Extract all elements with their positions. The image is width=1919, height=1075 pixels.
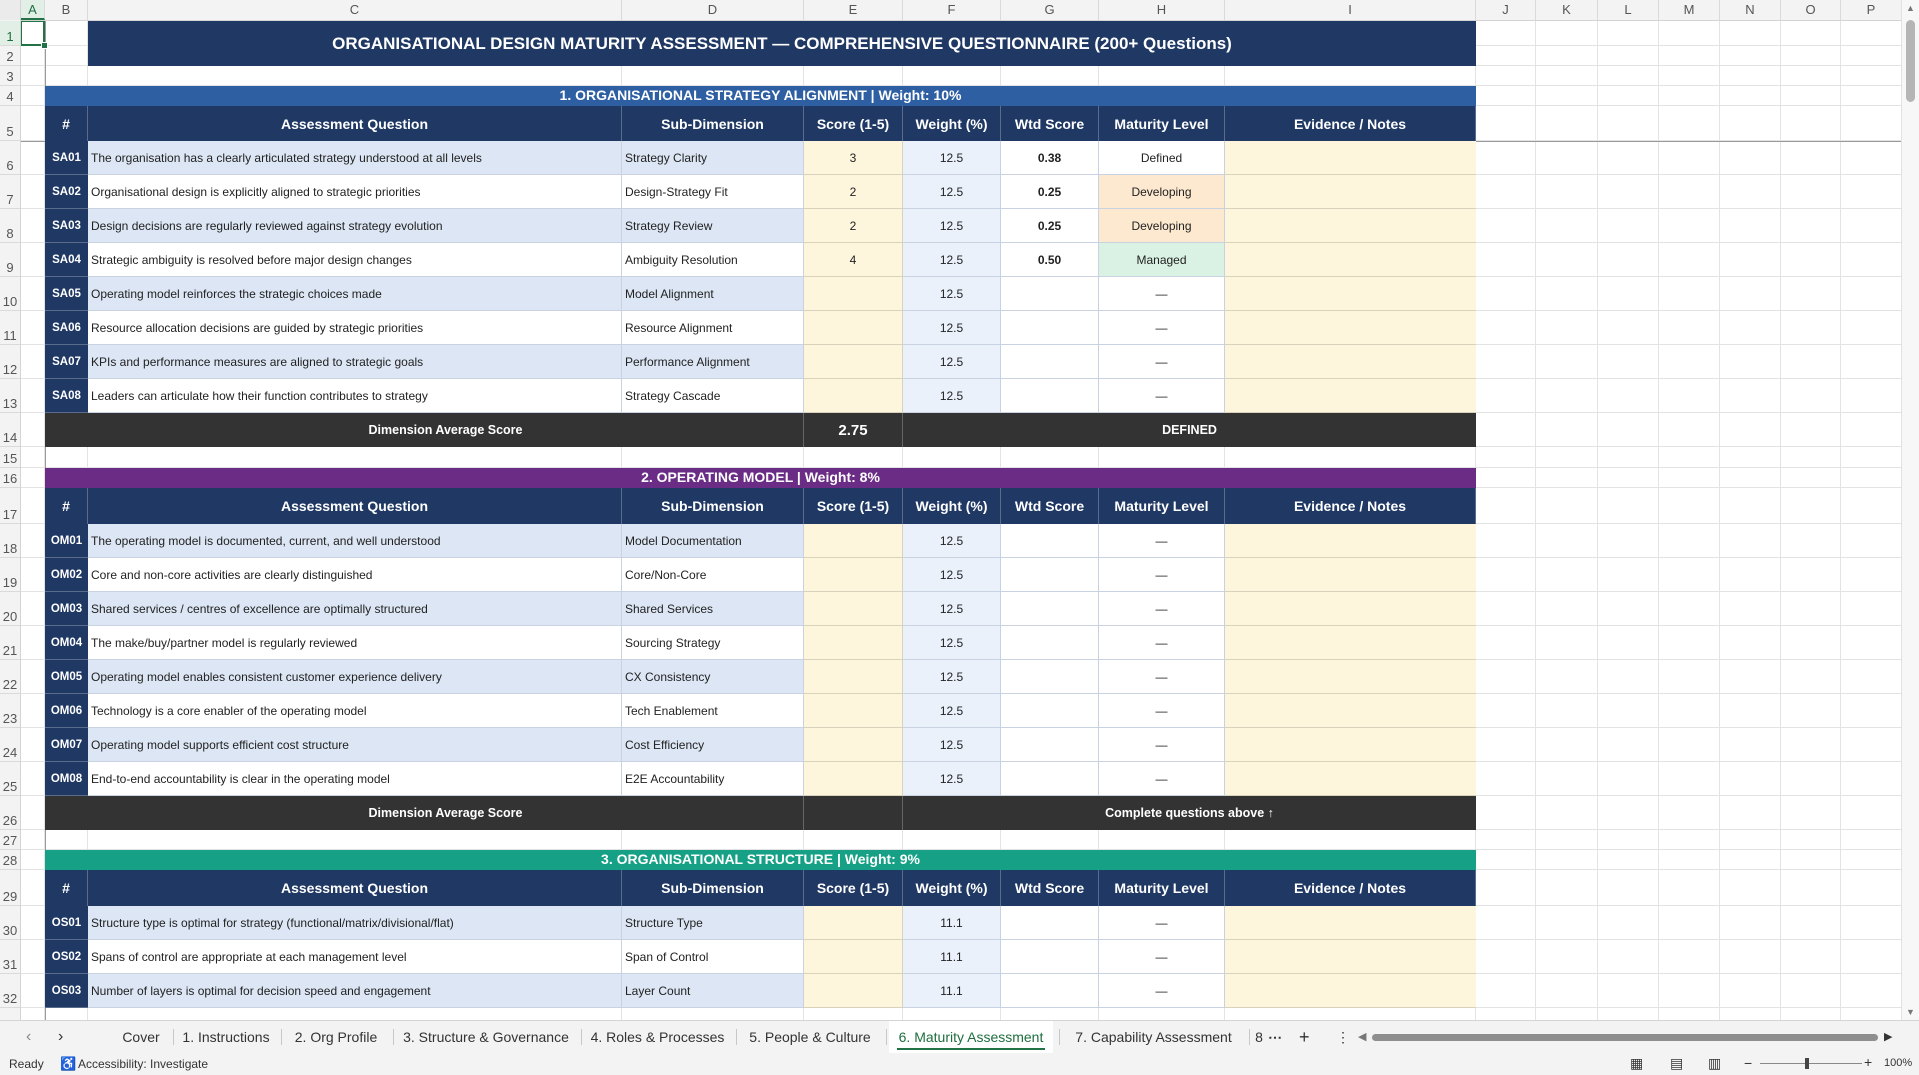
weight-value: 12.5 — [903, 728, 1001, 762]
column-header-a[interactable]: A — [21, 0, 45, 20]
fill-handle[interactable] — [41, 42, 48, 49]
question-text: Structure type is optimal for strategy (functional/matrix/divisional/flat) — [88, 906, 622, 940]
score-input[interactable]: 2 — [804, 175, 903, 209]
subdimension: CX Consistency — [622, 660, 804, 694]
vertical-scrollbar[interactable] — [1901, 0, 1919, 1020]
score-input[interactable]: 2 — [804, 209, 903, 243]
gridline — [1840, 21, 1841, 1020]
subdimension: Tech Enablement — [622, 694, 804, 728]
column-header-n[interactable]: N — [1720, 0, 1781, 20]
tab-1-instructions[interactable] — [176, 1021, 276, 1053]
scroll-down-icon[interactable]: ▼ — [1906, 1007, 1915, 1017]
weighted-score — [1001, 592, 1099, 626]
zoom-in-icon[interactable]: + — [1864, 1054, 1873, 1070]
evidence-notes-input[interactable] — [1225, 243, 1476, 277]
gridline — [1535, 21, 1536, 1020]
row-header-22[interactable]: 22 — [0, 660, 20, 694]
maturity-level: — — [1099, 906, 1225, 940]
column-label-maturity: Maturity Level — [1099, 870, 1225, 906]
column-label-evidence: Evidence / Notes — [1225, 106, 1476, 141]
row-headers — [0, 20, 21, 1020]
zoom-slider[interactable] — [1760, 1063, 1862, 1064]
column-header-k[interactable]: K — [1536, 0, 1598, 20]
column-header-b[interactable]: B — [45, 0, 88, 20]
weight-value: 12.5 — [903, 762, 1001, 796]
tab-label: 3. Structure & Governance — [403, 1029, 569, 1045]
question-id: SA01 — [45, 141, 88, 175]
question-text: Resource allocation decisions are guided by strategic priorities — [88, 311, 622, 345]
weight-value: 12.5 — [903, 345, 1001, 379]
row-header-7[interactable]: 7 — [0, 175, 20, 209]
active-tab-underline — [897, 1048, 1045, 1050]
column-label-maturity: Maturity Level — [1099, 488, 1225, 524]
row-header-11[interactable]: 11 — [0, 311, 20, 345]
row-header-6[interactable]: 6 — [0, 141, 20, 175]
weight-value: 12.5 — [903, 243, 1001, 277]
column-label-maturity: Maturity Level — [1099, 106, 1225, 141]
score-input[interactable] — [804, 694, 903, 728]
weighted-score — [1001, 345, 1099, 379]
subdimension: E2E Accountability — [622, 762, 804, 796]
row-header-24[interactable]: 24 — [0, 728, 20, 762]
evidence-notes-input[interactable] — [1225, 906, 1476, 940]
weighted-score — [1001, 558, 1099, 592]
column-label-question: Assessment Question — [88, 870, 622, 906]
question-id: OM06 — [45, 694, 88, 728]
row-header-30[interactable]: 30 — [0, 906, 20, 940]
dimension-average-label: Dimension Average Score — [88, 413, 804, 447]
weighted-score — [1001, 524, 1099, 558]
question-id: SA03 — [45, 209, 88, 243]
dimension-average-level: DEFINED — [903, 413, 1476, 447]
weighted-score: 0.25 — [1001, 175, 1099, 209]
weighted-score: 0.25 — [1001, 209, 1099, 243]
question-id: SA07 — [45, 345, 88, 379]
question-id: SA08 — [45, 379, 88, 413]
column-label-id: # — [45, 106, 88, 141]
score-input[interactable] — [804, 311, 903, 345]
weight-value: 12.5 — [903, 558, 1001, 592]
evidence-notes-input[interactable] — [1225, 762, 1476, 796]
row-header-26[interactable]: 26 — [0, 796, 20, 830]
maturity-level: — — [1099, 940, 1225, 974]
subdimension: Span of Control — [622, 940, 804, 974]
select-all-button[interactable] — [0, 0, 21, 20]
zoom-slider-handle[interactable] — [1805, 1058, 1809, 1069]
gridline — [1719, 21, 1720, 1020]
row-header-27[interactable]: 27 — [0, 830, 20, 850]
score-input[interactable] — [804, 592, 903, 626]
question-id: OM08 — [45, 762, 88, 796]
maturity-level: — — [1099, 558, 1225, 592]
question-id: OM02 — [45, 558, 88, 592]
maturity-level: — — [1099, 694, 1225, 728]
question-id: OM05 — [45, 660, 88, 694]
subdimension: Core/Non-Core — [622, 558, 804, 592]
subdimension: Strategy Clarity — [622, 141, 804, 175]
row-header-25[interactable]: 25 — [0, 762, 20, 796]
evidence-notes-input[interactable] — [1225, 974, 1476, 1008]
tab-prev-icon[interactable]: ‹ — [26, 1028, 32, 1045]
dimension-average-score: 2.75 — [804, 413, 903, 447]
column-label-id: # — [45, 870, 88, 906]
horizontal-scrollbar-thumb[interactable] — [1372, 1034, 1878, 1041]
score-input[interactable] — [804, 558, 903, 592]
evidence-notes-input[interactable] — [1225, 940, 1476, 974]
weight-value: 12.5 — [903, 626, 1001, 660]
column-header-h[interactable]: H — [1099, 0, 1225, 20]
maturity-level: — — [1099, 762, 1225, 796]
evidence-notes-input[interactable] — [1225, 345, 1476, 379]
question-text: The make/buy/partner model is regularly reviewed — [88, 626, 622, 660]
score-input[interactable] — [804, 906, 903, 940]
weighted-score — [1001, 694, 1099, 728]
spreadsheet-grid[interactable] — [21, 21, 1902, 1020]
question-id: SA06 — [45, 311, 88, 345]
evidence-notes-input[interactable] — [1225, 592, 1476, 626]
tab-separator — [393, 1029, 394, 1045]
weighted-score — [1001, 379, 1099, 413]
gridline — [1597, 21, 1598, 1020]
tab-label: 6. Maturity Assessment — [898, 1029, 1044, 1045]
tab-next-icon[interactable]: › — [58, 1028, 64, 1045]
weighted-score — [1001, 660, 1099, 694]
score-input[interactable] — [804, 379, 903, 413]
sheet-title: ORGANISATIONAL DESIGN MATURITY ASSESSMENT — COMPREHENSIVE QUESTIONNAIRE (200+ Questions) — [88, 21, 1476, 66]
row-header-15[interactable]: 15 — [0, 447, 20, 468]
question-text: Operating model reinforces the strategic choices made — [88, 277, 622, 311]
maturity-level: — — [1099, 592, 1225, 626]
tab-separator — [581, 1029, 582, 1045]
sheet-tab-bar — [0, 1020, 1919, 1053]
status-ready: Ready — [9, 1057, 44, 1071]
evidence-notes-input[interactable] — [1225, 728, 1476, 762]
row-header-4[interactable]: 4 — [0, 86, 20, 106]
row-header-19[interactable]: 19 — [0, 558, 20, 592]
subdimension: Resource Alignment — [622, 311, 804, 345]
maturity-level: Managed — [1099, 243, 1225, 277]
dimension-average-label: Dimension Average Score — [88, 796, 804, 830]
evidence-notes-input[interactable] — [1225, 141, 1476, 175]
row-header-9[interactable]: 9 — [0, 243, 20, 277]
question-id: OS01 — [45, 906, 88, 940]
column-header-p[interactable]: P — [1841, 0, 1902, 20]
question-text: Number of layers is optimal for decision speed and engagement — [88, 974, 622, 1008]
maturity-level: Defined — [1099, 141, 1225, 175]
dimension-average-score — [804, 796, 903, 830]
tab-separator — [1249, 1029, 1250, 1045]
evidence-notes-input[interactable] — [1225, 626, 1476, 660]
column-label-wtd: Wtd Score — [1001, 106, 1099, 141]
column-label-evidence: Evidence / Notes — [1225, 488, 1476, 524]
weighted-score: 0.38 — [1001, 141, 1099, 175]
more-tabs-icon[interactable]: ⋯ — [1268, 1029, 1282, 1045]
score-input[interactable]: 4 — [804, 243, 903, 277]
weight-value: 12.5 — [903, 209, 1001, 243]
subdimension: Ambiguity Resolution — [622, 243, 804, 277]
column-header-d[interactable]: D — [622, 0, 804, 20]
page-layout-icon[interactable]: ▤ — [1670, 1055, 1684, 1071]
subdimension: Model Alignment — [622, 277, 804, 311]
score-input[interactable] — [804, 277, 903, 311]
tab-7-capability-assessment[interactable] — [1062, 1021, 1245, 1053]
weight-value: 12.5 — [903, 660, 1001, 694]
weighted-score — [1001, 974, 1099, 1008]
question-text: The organisation has a clearly articulated strategy understood at all levels — [88, 141, 622, 175]
zoom-level[interactable]: 100% — [1884, 1057, 1913, 1069]
weight-value: 12.5 — [903, 379, 1001, 413]
maturity-level: Developing — [1099, 209, 1225, 243]
question-id: OS03 — [45, 974, 88, 1008]
weighted-score — [1001, 762, 1099, 796]
tab-3-structure-governance[interactable] — [396, 1021, 576, 1053]
question-id: OS02 — [45, 940, 88, 974]
row-header-21[interactable]: 21 — [0, 626, 20, 660]
maturity-level: — — [1099, 626, 1225, 660]
evidence-notes-input[interactable] — [1225, 175, 1476, 209]
row-header-12[interactable]: 12 — [0, 345, 20, 379]
question-text: Leaders can articulate how their function contributes to strategy — [88, 379, 622, 413]
scroll-up-icon[interactable]: ▲ — [1906, 3, 1915, 13]
question-text: Operating model enables consistent customer experience delivery — [88, 660, 622, 694]
row-header-17[interactable]: 17 — [0, 488, 20, 524]
tab-separator — [736, 1029, 737, 1045]
row-header-1[interactable]: 1 — [0, 21, 20, 46]
tab-label: Cover — [122, 1029, 160, 1045]
score-input[interactable] — [804, 524, 903, 558]
score-input[interactable] — [804, 940, 903, 974]
subdimension: Structure Type — [622, 906, 804, 940]
weight-value: 12.5 — [903, 175, 1001, 209]
add-sheet-icon[interactable]: + — [1299, 1027, 1310, 1047]
evidence-notes-input[interactable] — [1225, 277, 1476, 311]
column-header-i[interactable]: I — [1225, 0, 1476, 20]
tab-cover[interactable] — [116, 1021, 166, 1053]
question-id: OM07 — [45, 728, 88, 762]
evidence-notes-input[interactable] — [1225, 660, 1476, 694]
weight-value: 12.5 — [903, 141, 1001, 175]
tab-label: 1. Instructions — [182, 1029, 270, 1045]
score-input[interactable] — [804, 974, 903, 1008]
weight-value: 12.5 — [903, 277, 1001, 311]
weight-value: 12.5 — [903, 694, 1001, 728]
question-id: SA02 — [45, 175, 88, 209]
column-label-weight: Weight (%) — [903, 106, 1001, 141]
maturity-level: — — [1099, 660, 1225, 694]
subdimension: Performance Alignment — [622, 345, 804, 379]
weighted-score — [1001, 728, 1099, 762]
zoom-out-icon[interactable]: − — [1744, 1055, 1753, 1071]
subdimension: Cost Efficiency — [622, 728, 804, 762]
tab-separator — [1059, 1029, 1060, 1045]
column-header-g[interactable]: G — [1001, 0, 1099, 20]
column-header-c[interactable]: C — [88, 0, 622, 20]
tab-separator — [886, 1029, 887, 1045]
question-text: Organisational design is explicitly aligned to strategic priorities — [88, 175, 622, 209]
column-label-wtd: Wtd Score — [1001, 488, 1099, 524]
question-text: Strategic ambiguity is resolved before major design changes — [88, 243, 622, 277]
weight-value: 12.5 — [903, 524, 1001, 558]
sheet-options-icon[interactable]: ⋮ — [1336, 1029, 1350, 1045]
status-bar — [0, 1053, 1919, 1075]
column-label-question: Assessment Question — [88, 106, 622, 141]
row-header-2[interactable]: 2 — [0, 46, 20, 66]
maturity-level: — — [1099, 728, 1225, 762]
row-header-29[interactable]: 29 — [0, 870, 20, 906]
weight-value: 11.1 — [903, 906, 1001, 940]
subdimension: Model Documentation — [622, 524, 804, 558]
column-label-score: Score (1-5) — [804, 488, 903, 524]
tab-label: 8 — [1255, 1029, 1263, 1045]
question-id: OM04 — [45, 626, 88, 660]
accessibility-status[interactable]: Accessibility: Investigate — [78, 1057, 209, 1071]
question-id: OM01 — [45, 524, 88, 558]
question-text: Operating model supports efficient cost structure — [88, 728, 622, 762]
tab-8[interactable] — [1252, 1021, 1266, 1053]
avg-row-spacer — [45, 413, 88, 447]
row-header-31[interactable]: 31 — [0, 940, 20, 974]
score-input[interactable] — [804, 762, 903, 796]
question-text: Shared services / centres of excellence are optimally structured — [88, 592, 622, 626]
tab-label: 7. Capability Assessment — [1075, 1029, 1232, 1045]
evidence-notes-input[interactable] — [1225, 311, 1476, 345]
question-text: The operating model is documented, current, and well understood — [88, 524, 622, 558]
evidence-notes-input[interactable] — [1225, 209, 1476, 243]
row-header-3[interactable]: 3 — [0, 66, 20, 86]
question-id: SA05 — [45, 277, 88, 311]
score-input[interactable] — [804, 626, 903, 660]
tab-label: 4. Roles & Processes — [590, 1029, 725, 1045]
score-input[interactable] — [804, 660, 903, 694]
accessibility-icon: ♿ — [60, 1056, 77, 1071]
weight-value: 11.1 — [903, 974, 1001, 1008]
hscroll-left-icon[interactable]: ◀ — [1358, 1031, 1367, 1043]
score-input[interactable] — [804, 345, 903, 379]
gridline — [1780, 21, 1781, 1020]
weight-value: 12.5 — [903, 592, 1001, 626]
evidence-notes-input[interactable] — [1225, 694, 1476, 728]
weight-value: 11.1 — [903, 940, 1001, 974]
row-header-13[interactable]: 13 — [0, 379, 20, 413]
evidence-notes-input[interactable] — [1225, 524, 1476, 558]
weighted-score — [1001, 277, 1099, 311]
tab-2-org-profile[interactable] — [284, 1021, 388, 1053]
tab-separator — [173, 1029, 174, 1045]
column-header-j[interactable]: J — [1476, 0, 1536, 20]
question-text: KPIs and performance measures are aligned to strategic goals — [88, 345, 622, 379]
maturity-level: — — [1099, 524, 1225, 558]
maturity-level: Developing — [1099, 175, 1225, 209]
column-label-subdimension: Sub-Dimension — [622, 106, 804, 141]
column-header-f[interactable]: F — [903, 0, 1001, 20]
column-label-id: # — [45, 488, 88, 524]
question-text: Technology is a core enabler of the operating model — [88, 694, 622, 728]
section-title-1: 1. ORGANISATIONAL STRATEGY ALIGNMENT | Weight: 10% — [45, 86, 1476, 106]
evidence-notes-input[interactable] — [1225, 558, 1476, 592]
row-header-5[interactable]: 5 — [0, 106, 20, 141]
scrollbar-thumb[interactable] — [1906, 20, 1915, 102]
question-text: End-to-end accountability is clear in the operating model — [88, 762, 622, 796]
tab-5-people-culture[interactable] — [739, 1021, 881, 1053]
row-header-23[interactable]: 23 — [0, 694, 20, 728]
weighted-score — [1001, 311, 1099, 345]
avg-row-spacer — [45, 796, 88, 830]
row-header-8[interactable]: 8 — [0, 209, 20, 243]
maturity-level: — — [1099, 311, 1225, 345]
column-header-l[interactable]: L — [1598, 0, 1659, 20]
weighted-score: 0.50 — [1001, 243, 1099, 277]
subdimension: Sourcing Strategy — [622, 626, 804, 660]
column-headers — [0, 0, 1902, 21]
column-label-score: Score (1-5) — [804, 106, 903, 141]
tab-4-roles-processes[interactable] — [584, 1021, 731, 1053]
row-header-14[interactable]: 14 — [0, 413, 20, 447]
evidence-notes-input[interactable] — [1225, 379, 1476, 413]
section-title-2: 2. OPERATING MODEL | Weight: 8% — [45, 468, 1476, 488]
score-input[interactable]: 3 — [804, 141, 903, 175]
maturity-level: — — [1099, 974, 1225, 1008]
column-label-wtd: Wtd Score — [1001, 870, 1099, 906]
hscroll-right-icon[interactable]: ▶ — [1884, 1031, 1893, 1043]
section-title-3: 3. ORGANISATIONAL STRUCTURE | Weight: 9% — [45, 850, 1476, 870]
question-text: Core and non-core activities are clearly distinguished — [88, 558, 622, 592]
maturity-level: — — [1099, 379, 1225, 413]
question-text: Spans of control are appropriate at each management level — [88, 940, 622, 974]
tab-6-maturity-assessment[interactable] — [889, 1021, 1053, 1053]
column-header-e[interactable]: E — [804, 0, 903, 20]
gridline — [1658, 21, 1659, 1020]
dimension-average-level: Complete questions above ↑ — [903, 796, 1476, 830]
column-label-score: Score (1-5) — [804, 870, 903, 906]
row-header-10[interactable]: 10 — [0, 277, 20, 311]
column-label-subdimension: Sub-Dimension — [622, 870, 804, 906]
question-id: OM03 — [45, 592, 88, 626]
column-label-evidence: Evidence / Notes — [1225, 870, 1476, 906]
column-label-weight: Weight (%) — [903, 870, 1001, 906]
score-input[interactable] — [804, 728, 903, 762]
subdimension: Shared Services — [622, 592, 804, 626]
row-header-20[interactable]: 20 — [0, 592, 20, 626]
row-header-16[interactable]: 16 — [0, 468, 20, 488]
tab-label: 5. People & Culture — [749, 1029, 871, 1045]
subdimension: Strategy Cascade — [622, 379, 804, 413]
row-header-28[interactable]: 28 — [0, 850, 20, 870]
row-header-32[interactable]: 32 — [0, 974, 20, 1008]
subdimension: Layer Count — [622, 974, 804, 1008]
column-label-subdimension: Sub-Dimension — [622, 488, 804, 524]
subdimension: Design-Strategy Fit — [622, 175, 804, 209]
question-text: Design decisions are regularly reviewed against strategy evolution — [88, 209, 622, 243]
tab-separator — [281, 1029, 282, 1045]
maturity-level: — — [1099, 345, 1225, 379]
question-id: SA04 — [45, 243, 88, 277]
normal-view-icon[interactable]: ▦ — [1630, 1055, 1644, 1071]
weighted-score — [1001, 940, 1099, 974]
row-header-18[interactable]: 18 — [0, 524, 20, 558]
weighted-score — [1001, 906, 1099, 940]
tab-label: 2. Org Profile — [294, 1029, 378, 1045]
weighted-score — [1001, 626, 1099, 660]
page-break-preview-icon[interactable]: ▥ — [1708, 1055, 1722, 1071]
weight-value: 12.5 — [903, 311, 1001, 345]
column-label-question: Assessment Question — [88, 488, 622, 524]
maturity-level: — — [1099, 277, 1225, 311]
column-header-o[interactable]: O — [1781, 0, 1841, 20]
column-header-m[interactable]: M — [1659, 0, 1720, 20]
subdimension: Strategy Review — [622, 209, 804, 243]
column-label-weight: Weight (%) — [903, 488, 1001, 524]
